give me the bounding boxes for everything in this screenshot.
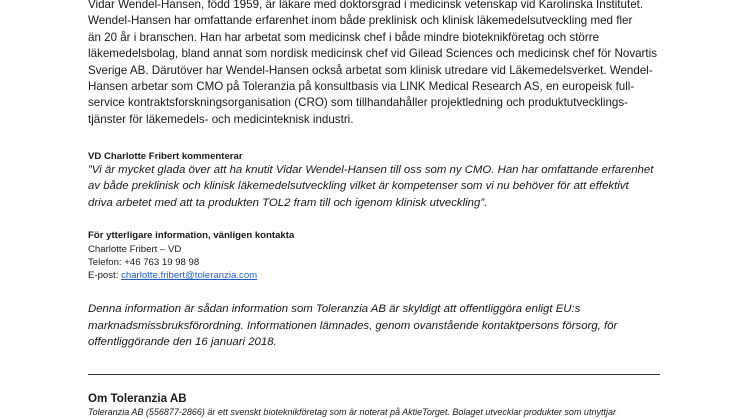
intro-line: än 20 år i branschen. Han har arbetat som medicinsk chef i både mindre bioteknikföretag och större xyxy=(88,30,600,44)
disclaimer-line: marknadsmissbruksförordning. Informationen lämnades, genom ovanstående kontaktpersons försorg, för xyxy=(88,319,618,332)
intro-line: tjänster för läkemedels- och medicinteknisk industri. xyxy=(88,112,354,126)
contact-phone: Telefon: +46 763 19 98 98 xyxy=(88,257,200,269)
section-divider xyxy=(88,374,660,375)
ceo-comment-heading: VD Charlotte Fribert kommenterar xyxy=(88,151,243,162)
quote-line: ”Vi är mycket glada över att ha knutit Vidar Wendel-Hansen till oss som ny CMO. Han har omfattande erfarenhet xyxy=(88,164,654,176)
contact-name: Charlotte Fribert – VD xyxy=(88,244,182,255)
contact-block xyxy=(88,243,257,283)
contact-email-label: E-post: xyxy=(88,270,122,282)
disclaimer-line: Denna information är sådan information som Toleranzia AB är skyldigt att offentliggöra enligt EU:s xyxy=(88,303,581,315)
about-text: Toleranzia AB (556877-2866) är ett svenskt bioteknikföretag som är noterat på AktieTorget. Bolaget utvecklar produkter som utnyttjar xyxy=(88,407,616,417)
intro-line: Vidar Wendel-Hansen, född 1959, är läkare med doktorsgrad i medicinsk vetenskap vid Karolinska Institutet. xyxy=(88,0,644,11)
disclaimer-paragraph xyxy=(88,301,660,351)
intro-paragraph xyxy=(88,0,660,128)
quote-line: av både preklinisk och klinisk läkemedelsutveckling vilket är kompetenser som vi nu behöver för att effektivt xyxy=(88,180,629,193)
intro-line: läkemedelsbolag, bland annat som nordisk medicinsk chef vid Gilead Sciences och medicinsk chef för Novartis xyxy=(88,47,658,61)
intro-line: Sverige AB. Därutöver har Wendel-Hansen också arbetat som klinisk utredare vid Läkemedelsverket. Wendel- xyxy=(88,63,653,77)
intro-line: Wendel-Hansen har omfattande erfarenhet inom både preklinisk och klinisk läkemedelsutveckling med fler xyxy=(88,14,633,28)
contact-email-row xyxy=(88,269,257,282)
about-title: Om Toleranzia AB xyxy=(88,392,187,405)
contact-heading: För ytterligare information, vänligen kontakta xyxy=(88,230,295,241)
disclaimer-line: offentliggörande den 16 januari 2018. xyxy=(88,336,277,349)
ceo-quote xyxy=(88,162,660,211)
intro-line: service kontraktsforskningsorganisation (CRO) som tillhandahåller projektledning och produktutvecklings- xyxy=(88,96,629,110)
quote-line: driva arbetet med att ta produkten TOL2 fram till och igenom klinisk utveckling”. xyxy=(88,196,488,209)
contact-email-link[interactable]: charlotte.fribert@toleranzia.com xyxy=(121,270,258,282)
intro-line: Hansen arbetar som CMO på Toleranzia på konsultbasis via LINK Medical Research AS, en europeisk full- xyxy=(88,80,635,94)
